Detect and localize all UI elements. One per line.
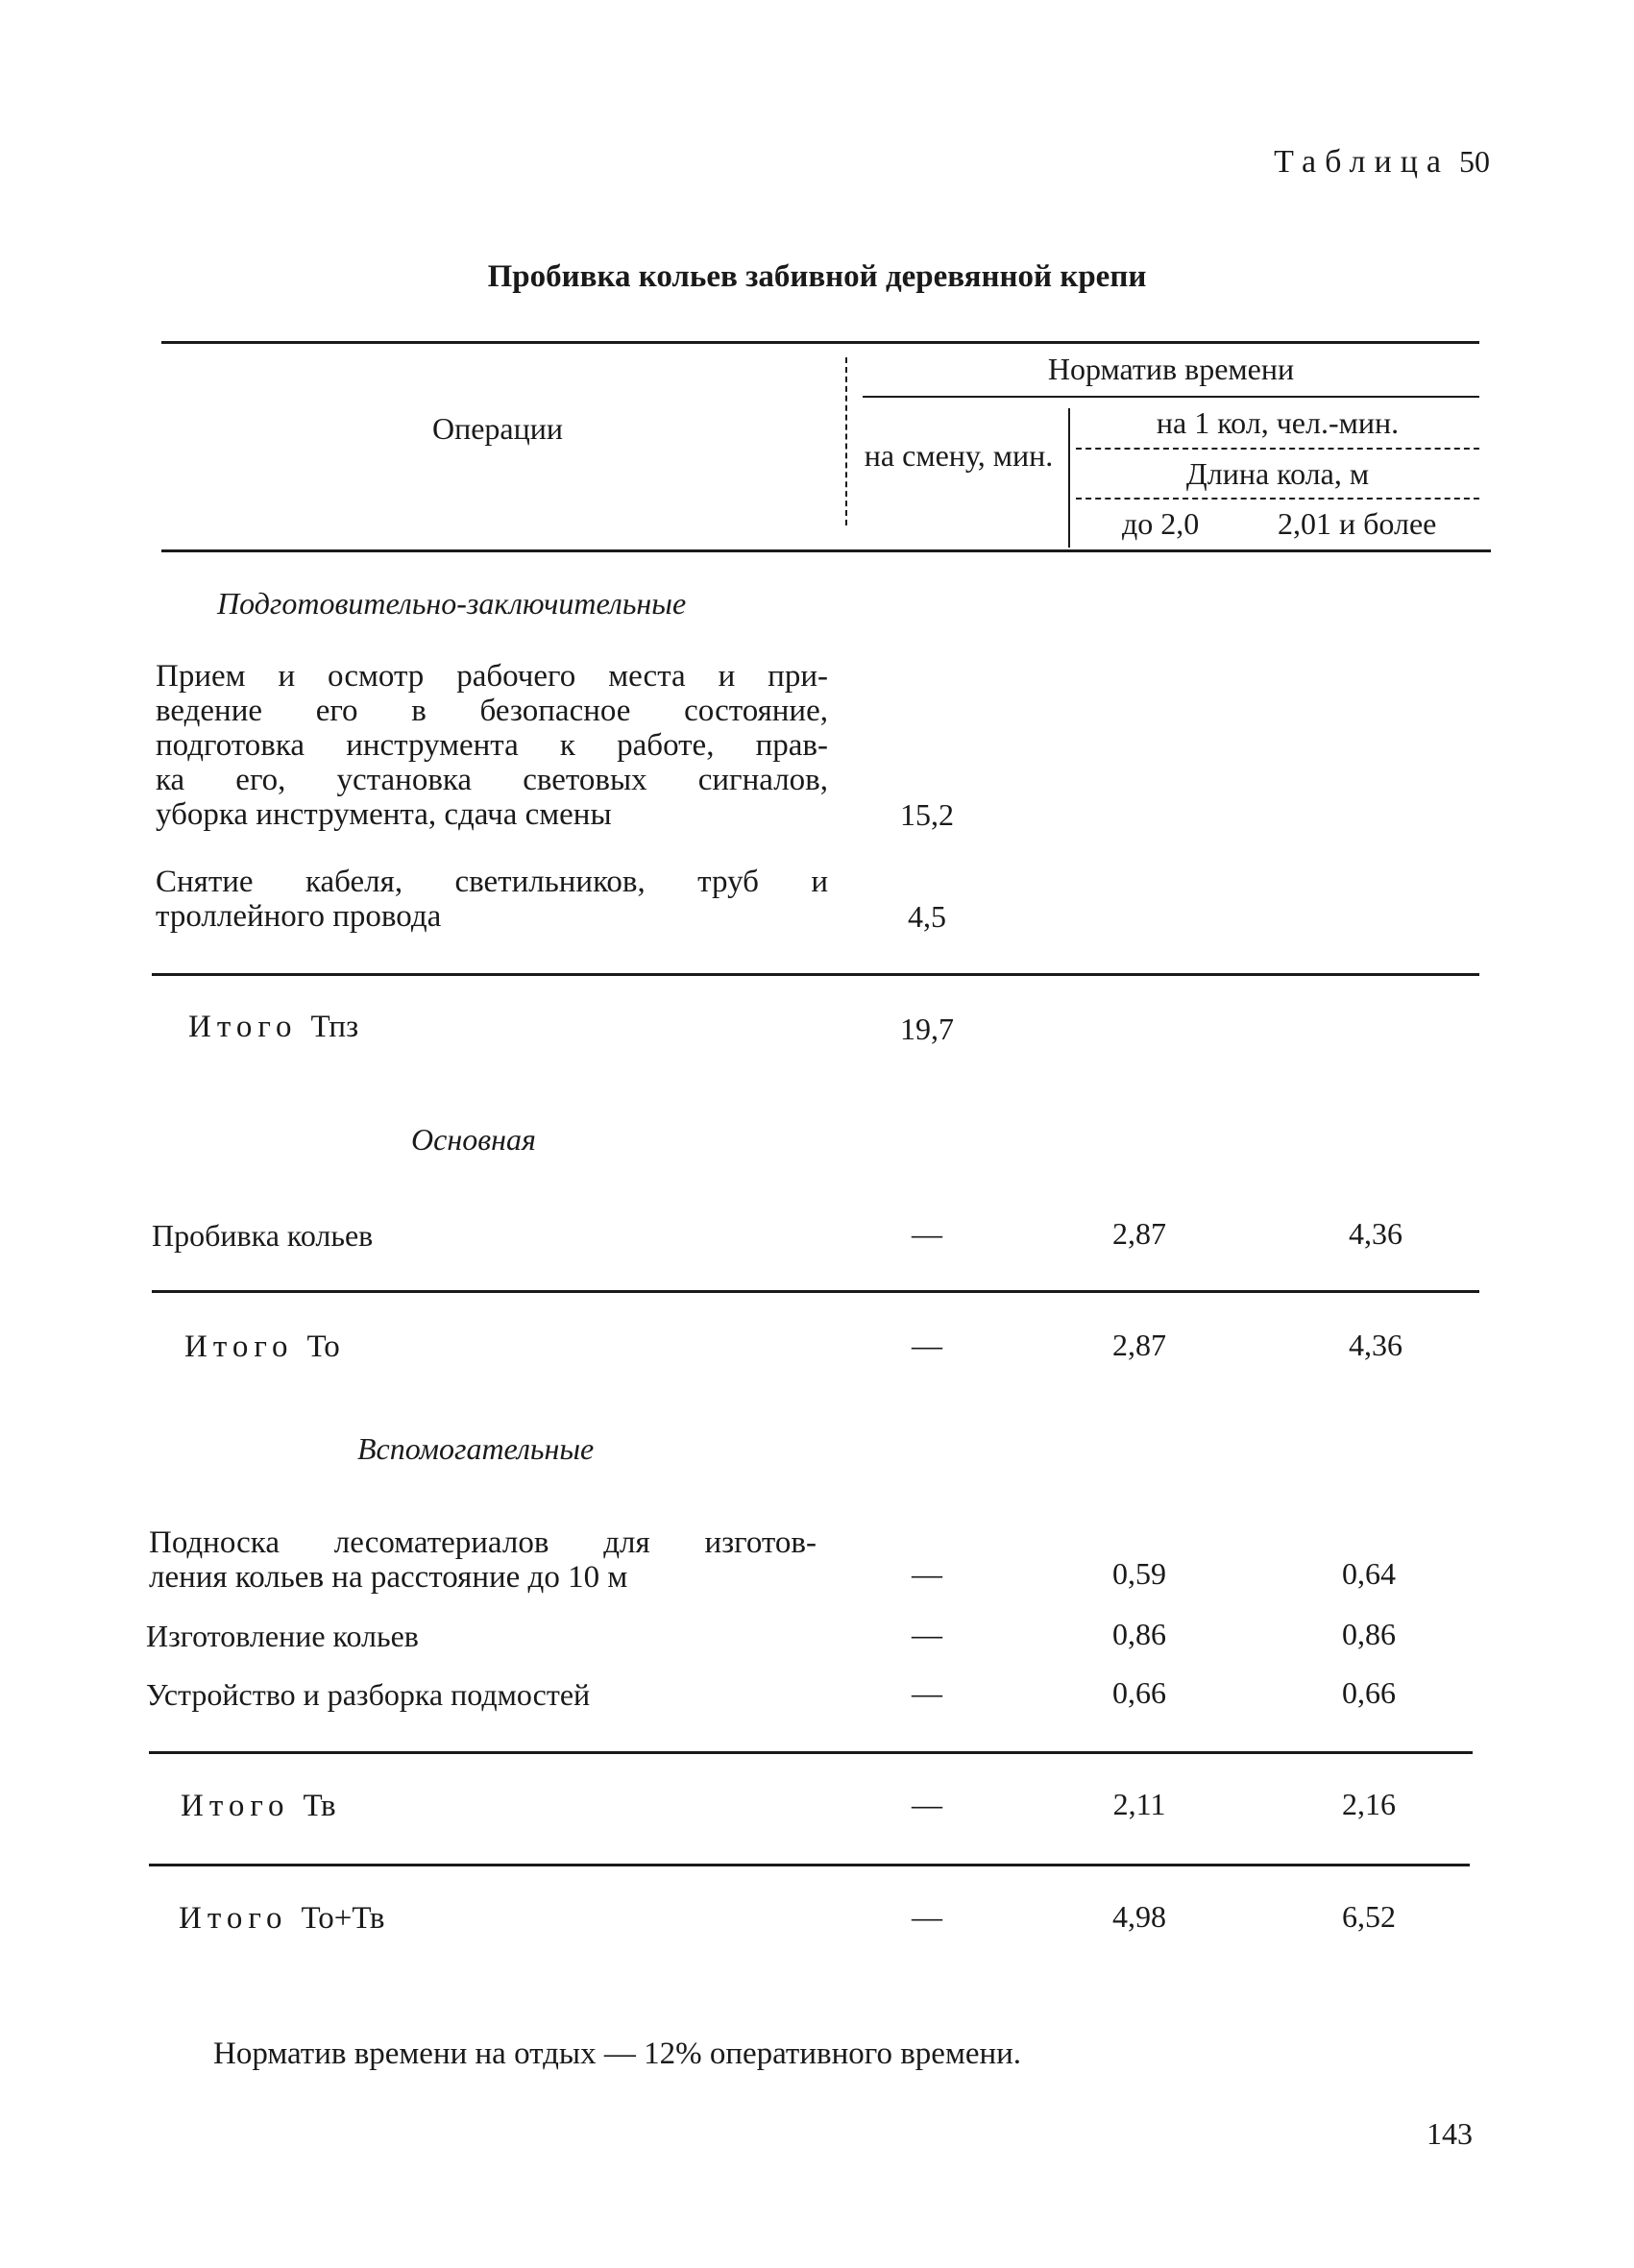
length-rule — [1076, 498, 1479, 500]
prep-total-label: Итого Тпз — [188, 1010, 359, 1044]
aux-row-2-shift: — — [912, 1617, 942, 1651]
main-total-shift: — — [912, 1328, 942, 1362]
prep-total-rule — [152, 973, 1479, 976]
main-row-1-upto: 2,87 — [1112, 1216, 1166, 1251]
aux-row-3-shift: — — [912, 1675, 942, 1710]
aux-total-rule — [149, 1751, 1473, 1754]
prep-row-1-shift: 15,2 — [900, 797, 954, 832]
norm-rule — [863, 396, 1479, 398]
section-main-title: Основная — [411, 1122, 536, 1157]
aux-row-2-over: 0,86 — [1342, 1617, 1396, 1651]
aux-row-3-over: 0,66 — [1342, 1675, 1396, 1710]
top-rule — [161, 341, 1479, 344]
header-per-stake: на 1 кол, чел.-мин. — [1156, 405, 1400, 440]
grand-total-rule — [149, 1864, 1470, 1866]
aux-row-1-over: 0,64 — [1342, 1556, 1396, 1591]
header-bottom-rule — [161, 549, 1491, 552]
grand-total-over: 6,52 — [1342, 1899, 1396, 1934]
aux-total-shift: — — [912, 1787, 942, 1821]
aux-total-label: Итого Тв — [181, 1789, 336, 1823]
page-number: 143 — [1427, 2116, 1473, 2151]
aux-total-upto: 2,11 — [1112, 1787, 1166, 1821]
header-operations: Операции — [431, 411, 563, 446]
header-col-upto: до 2,0 — [1122, 506, 1200, 541]
header-time-norm: Норматив времени — [1047, 352, 1295, 386]
aux-row-1-upto: 0,59 — [1112, 1556, 1166, 1591]
aux-row-1-operation: Подноска лесоматериалов для изготов- ления кольев на расстояние до 10 м — [149, 1525, 817, 1595]
prep-total-symbol: Тпз — [310, 1010, 359, 1044]
main-row-1-shift: — — [912, 1216, 942, 1251]
grand-total-label: Итого То+Тв — [179, 1901, 385, 1936]
main-total-over: 4,36 — [1349, 1328, 1402, 1362]
section-prep-title: Подготовительно-заключительные — [217, 586, 687, 621]
aux-row-2-operation: Изготовление кольев — [146, 1619, 419, 1653]
grand-total-upto: 4,98 — [1112, 1899, 1166, 1934]
main-total-label: Итого То — [184, 1329, 340, 1364]
prep-row-2-shift: 4,5 — [908, 899, 946, 934]
prep-row-1-operation: Прием и осмотр рабочего места и при- ведение его в безопасное состояние, подготовка инструмента к работе, прав- ка его, установка световых сигналов, уборка инструмента, сдача смены — [156, 659, 828, 832]
header-col-over: 2,01 и более — [1278, 506, 1437, 541]
aux-total-symbol: Тв — [303, 1789, 336, 1823]
aux-total-over: 2,16 — [1342, 1787, 1396, 1821]
prep-row-2-operation: Снятие кабеля, светильников, труб и троллейного провода — [156, 865, 828, 934]
main-row-1-operation: Пробивка кольев — [152, 1218, 374, 1253]
footnote: Норматив времени на отдых — 12% оперативного времени. — [213, 2036, 1022, 2071]
aux-row-3-operation: Устройство и разборка подмостей — [146, 1677, 591, 1712]
grand-total-shift: — — [912, 1899, 942, 1934]
aux-row-2-upto: 0,86 — [1112, 1617, 1166, 1651]
header-divider-2 — [1068, 408, 1070, 548]
main-row-1-over: 4,36 — [1349, 1216, 1402, 1251]
header-divider — [845, 357, 847, 525]
table-number: 50 — [1459, 144, 1490, 179]
main-total-symbol: То — [306, 1329, 340, 1364]
header-per-shift: на смену, мин. — [864, 438, 1054, 473]
table-label: Таблица 50 — [1274, 144, 1490, 180]
main-total-rule — [152, 1290, 1479, 1293]
grand-total-symbol: То+Тв — [301, 1901, 385, 1936]
aux-row-3-upto: 0,66 — [1112, 1675, 1166, 1710]
header-stake-length: Длина кола, м — [1185, 456, 1370, 491]
stake-rule — [1076, 448, 1479, 450]
table-title: Пробивка кольев забивной деревянной крепи — [487, 259, 1147, 294]
section-aux-title: Вспомогательные — [357, 1431, 595, 1466]
prep-total-shift: 19,7 — [900, 1012, 954, 1046]
main-total-upto: 2,87 — [1112, 1328, 1166, 1362]
aux-row-1-shift: — — [912, 1556, 942, 1591]
